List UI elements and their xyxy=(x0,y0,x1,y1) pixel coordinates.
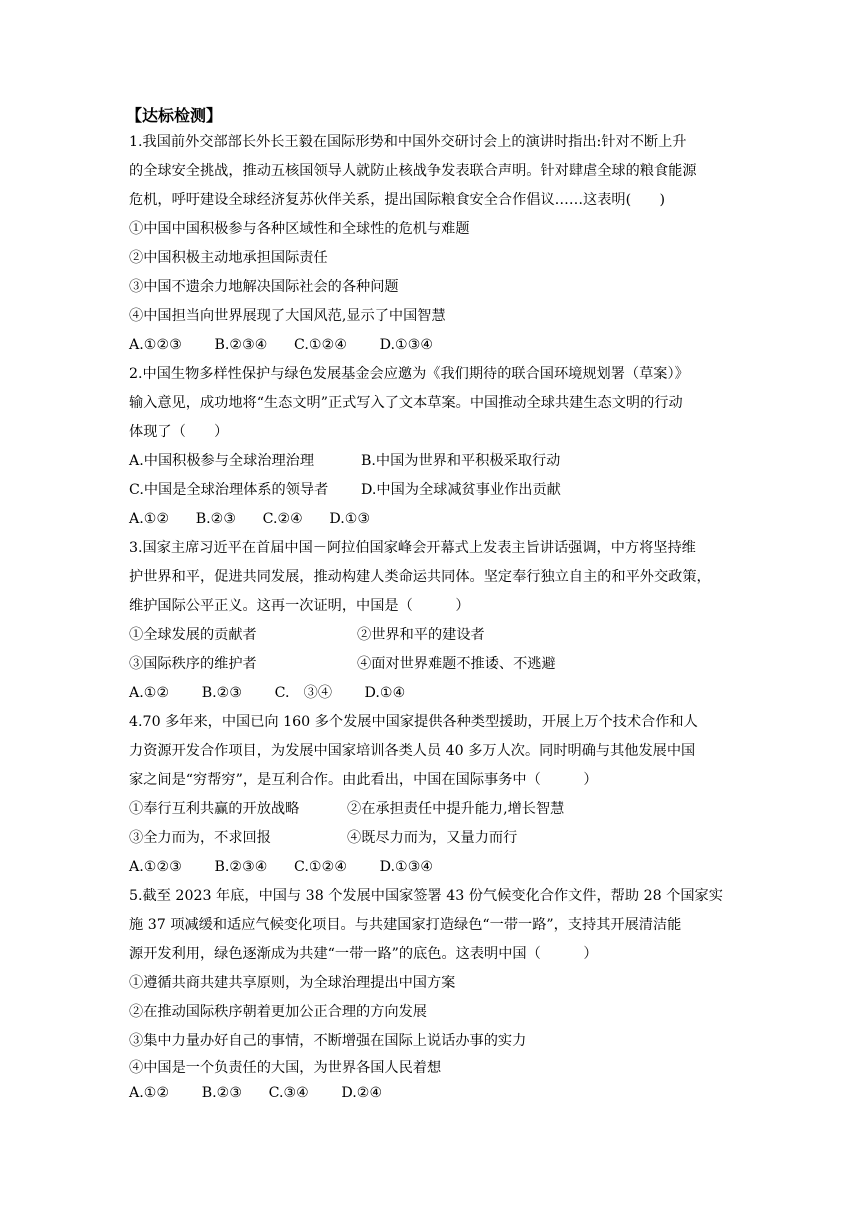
question-1-item: ③中国不遗余力地解决国际社会的各种问题 xyxy=(129,279,399,295)
option-c: C.①②④ xyxy=(294,337,348,353)
question-4-stem-line: 力资源开发合作项目，为发展中国家培训各类人员 40 多万人次。同时明确与其他发展中国 xyxy=(129,743,696,759)
option-b: B.②③ xyxy=(195,511,237,527)
option-a: A.①② xyxy=(129,685,170,701)
question-2-item-row xyxy=(129,476,739,505)
option-d: D.①③④ xyxy=(379,337,434,353)
question-3-item: ③国际秩序的维护者 xyxy=(129,656,257,672)
section-heading: 【达标检测】 xyxy=(126,106,223,125)
question-2-options xyxy=(129,505,739,534)
option-a: A.①② xyxy=(129,511,170,527)
question-3-item-row xyxy=(129,650,739,679)
question-1 xyxy=(129,128,739,360)
option-d: D.②④ xyxy=(341,1085,383,1101)
option-b: B.②③④ xyxy=(214,859,268,875)
question-5 xyxy=(129,882,739,1106)
question-3-options xyxy=(129,679,739,708)
option-a: A.①② xyxy=(129,1085,170,1101)
question-3 xyxy=(129,534,739,708)
question-4-stem-line: 家之间是“穷帮穷”，是互利合作。由此看出，中国在国际事务中（ ） xyxy=(129,772,598,788)
option-c: C.③④ xyxy=(268,1085,309,1101)
question-1-stem-line: 的全球安全挑战，推动五核国领导人就防止核战争发表联合声明。针对肆虐全球的粮食能源 xyxy=(129,163,697,179)
option-c: C.②④ xyxy=(262,511,303,527)
question-4-item-row xyxy=(129,824,739,853)
question-1-stem-line: 危机，呼吁建设全球经济复苏伙伴关系，提出国际粮食安全合作倡议……这表明( ) xyxy=(129,192,666,208)
question-5-item: ④中国是一个负责任的大国，为世界各国人民着想 xyxy=(129,1060,442,1076)
question-3-stem-line: 护世界和平，促进共同发展，推动构建人类命运共同体。坚定奉行独立自主的和平外交政策， xyxy=(129,569,711,585)
question-1-item: ②中国积极主动地承担国际责任 xyxy=(129,250,328,266)
question-1-options xyxy=(129,331,739,360)
question-2-stem-line: 输入意见，成功地将“生态文明”正式写入了文本草案。中国推动全球共建生态文明的行动 xyxy=(129,395,683,411)
option-c: C.①②④ xyxy=(294,859,348,875)
question-2-stem-line: 体现了（ ） xyxy=(129,424,229,440)
question-4-item: ③全力而为，不求回报 xyxy=(129,830,271,846)
option-b: B.②③ xyxy=(201,685,243,701)
question-5-options xyxy=(129,1081,739,1106)
question-1-stem-line: 1.我国前外交部部长外长王毅在国际形势和中国外交研讨会上的演讲时指出:针对不断上升 xyxy=(129,134,687,150)
option-d: D.①③ xyxy=(329,511,371,527)
question-1-item: ④中国担当向世界展现了大国风范,显示了中国智慧 xyxy=(129,308,446,324)
option-d: D.①③④ xyxy=(379,859,434,875)
option-c: C. ③④ xyxy=(274,685,333,701)
option-a: A.①②③ xyxy=(129,337,182,353)
question-3-stem-line: 3.国家主席习近平在首届中国－阿拉伯国家峰会开幕式上发表主旨讲话强调，中方将坚持维 xyxy=(129,540,696,556)
question-5-item: ③集中力量办好自己的事情，不断增强在国际上说话办事的实力 xyxy=(129,1033,527,1049)
option-d: D.①④ xyxy=(364,685,406,701)
question-5-stem-line: 5.截至 2023 年底，中国与 38 个发展中国家签署 43 份气候变化合作文件，帮助 28 个国家实 xyxy=(129,888,723,904)
question-2 xyxy=(129,360,739,534)
question-1-item: ①中国中国积极参与各种区域性和全球性的危机与难题 xyxy=(129,221,470,237)
question-3-item: ②世界和平的建设者 xyxy=(357,627,485,643)
question-2-item: B.中国为世界和平积极采取行动 xyxy=(361,453,561,469)
option-b: B.②③ xyxy=(201,1085,243,1101)
question-4-options xyxy=(129,853,739,882)
option-b: B.②③④ xyxy=(214,337,268,353)
question-3-item-row xyxy=(129,621,739,650)
question-2-item: D.中国为全球减贫事业作出贡献 xyxy=(361,482,561,498)
question-4-item: ④既尽力而为，又量力而行 xyxy=(347,830,518,846)
document-page xyxy=(126,104,739,1106)
question-3-item: ④面对世界难题不推诿、不逃避 xyxy=(357,656,556,672)
question-5-stem-line: 源开发利用，绿色逐渐成为共建“一带一路”的底色。这表明中国（ ） xyxy=(129,946,598,962)
question-2-stem-line: 2.中国生物多样性保护与绿色发展基金会应邀为《我们期待的联合国环境规划署（草案）》 xyxy=(129,366,689,382)
question-3-stem-line: 维护国际公平正义。这再一次证明，中国是（ ） xyxy=(129,598,470,614)
question-4-item-row xyxy=(129,795,739,824)
question-4-stem-line: 4.70 多年来，中国已向 160 多个发展中国家提供各种类型援助，开展上万个技术合作和人 xyxy=(129,714,698,730)
question-2-item: A.中国积极参与全球治理治理 xyxy=(129,453,315,469)
question-3-item: ①全球发展的贡献者 xyxy=(129,627,257,643)
question-5-stem-line: 施 37 项减缓和适应气候变化项目。与共建国家打造绿色“一带一路”，支持其开展清洁能 xyxy=(129,917,682,933)
question-2-item-row xyxy=(129,447,739,476)
question-5-item: ①遵循共商共建共享原则，为全球治理提出中国方案 xyxy=(129,975,456,991)
option-a: A.①②③ xyxy=(129,859,182,875)
question-4-item: ①奉行互利共赢的开放战略 xyxy=(129,801,300,817)
question-4 xyxy=(129,708,739,882)
question-4-item: ②在承担责任中提升能力,增长智慧 xyxy=(347,801,565,817)
question-2-item: C.中国是全球治理体系的领导者 xyxy=(129,482,329,498)
question-5-item: ②在推动国际秩序朝着更加公正合理的方向发展 xyxy=(129,1004,427,1020)
